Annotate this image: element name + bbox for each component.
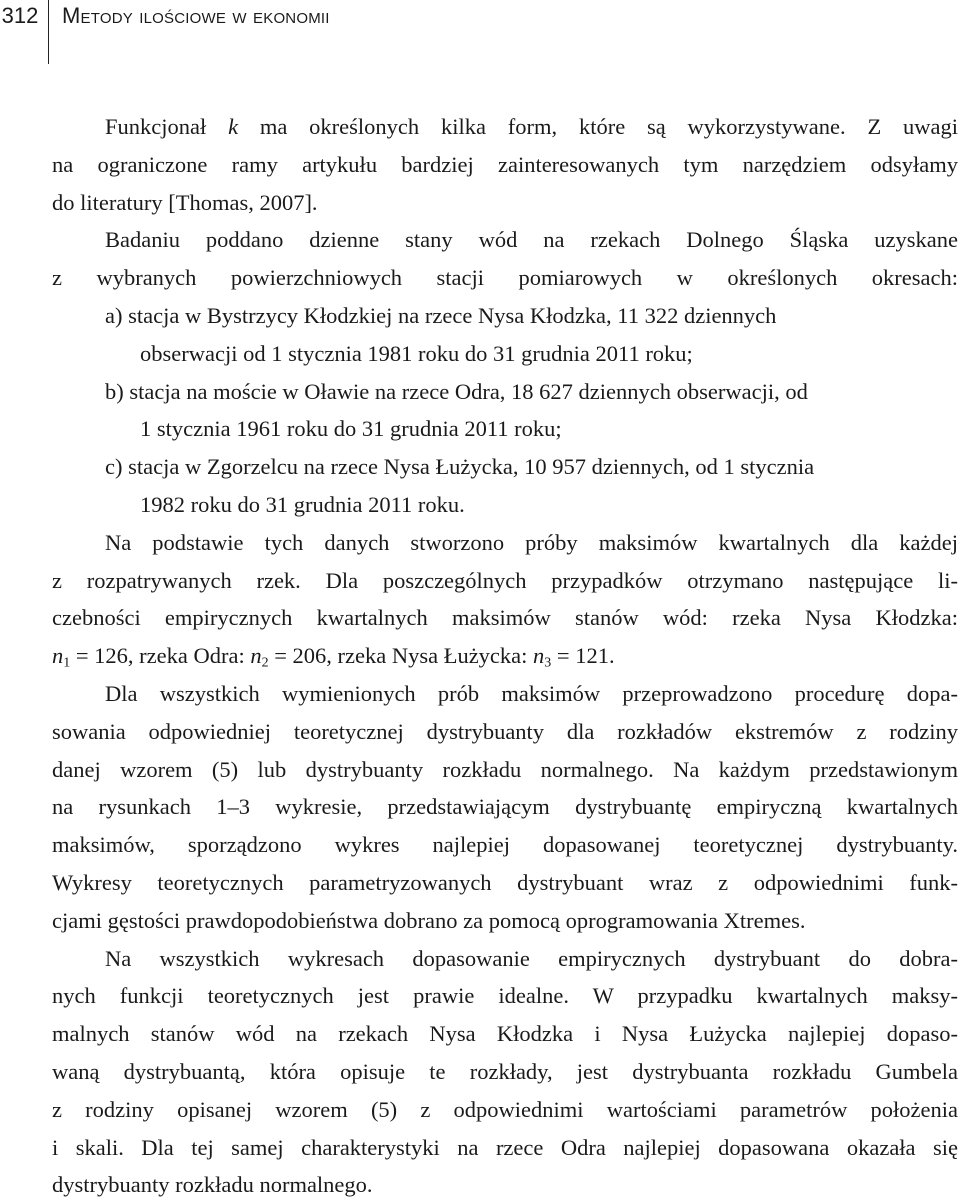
- text-line: Na podstawie tych danych stworzono próby maksimów kwartalnych dla każdej: [105, 529, 958, 555]
- text-line: Wykresy teoretycznych parametryzowanych dystrybuant wraz z odpowiednimi funk-: [52, 869, 958, 895]
- page-header: [0, 0, 960, 64]
- list-text: 1982 roku do 31 grudnia 2011 roku.: [140, 491, 465, 517]
- list-text: stacja w Zgorzelcu na rzece Nysa Łużycka, 10 957 dziennych, od 1 stycznia: [128, 454, 815, 480]
- paragraph-3: [52, 524, 958, 675]
- list-text: obserwacji od 1 stycznia 1981 roku do 31 grudnia 2011 roku;: [140, 340, 693, 366]
- text-line: czebności empirycznych kwartalnych maksimów stanów wód: rzeka Nysa Kłodzka:: [52, 605, 958, 631]
- list-text: 1 stycznia 1961 roku do 31 grudnia 2011 roku;: [140, 416, 562, 442]
- text-line: z rodziny opisanej wzorem (5) z odpowiednimi wartościami parametrów położenia: [52, 1096, 958, 1122]
- paragraph-2: [52, 221, 958, 297]
- list-marker: b): [105, 378, 124, 404]
- text-line: danej wzorem (5) lub dystrybuanty rozkładu normalnego. Na każdym przedstawionym: [52, 756, 958, 782]
- text-line: Dla wszystkich wymienionych prób maksimów przeprowadzono procedurę dopa-: [105, 680, 958, 706]
- text-line: i skali. Dla tej samej charakterystyki na rzece Odra najlepiej dopasowana okazała się: [52, 1134, 958, 1160]
- text-line: z rozpatrywanych rzek. Dla poszczególnych przypadków otrzymano następujące li-: [52, 567, 958, 593]
- text-line: z wybranych powierzchniowych stacji pomiarowych w określonych okresach:: [52, 265, 958, 291]
- list-item: [52, 373, 958, 449]
- text-line: cjami gęstości prawdopodobieństwa dobrano za pomocą oprogramowania Xtremes.: [52, 907, 806, 933]
- list-text: stacja w Bystrzycy Kłodzkiej na rzece Nysa Kłodzka, 11 322 dziennych: [128, 302, 777, 328]
- text-line: Funkcjonał k ma określonych kilka form, które są wykorzystywane. Z uwagi: [105, 114, 958, 139]
- text-line: na ograniczone ramy artykułu bardziej zainteresowanych tym narzędziem odsyłamy: [52, 151, 958, 177]
- text-line: nych funkcji teoretycznych jest prawie idealne. W przypadku kwartalnych maksy-: [52, 983, 958, 1009]
- list-marker: a): [105, 302, 123, 328]
- text-line: do literatury [Thomas, 2007].: [52, 189, 318, 215]
- station-list: [52, 297, 958, 524]
- paragraph-1: [52, 108, 958, 221]
- paragraph-4: [52, 675, 958, 940]
- text-line: dystrybuanty rozkładu normalnego.: [52, 1172, 373, 1198]
- list-marker: c): [105, 454, 123, 480]
- paragraph-5: [52, 940, 958, 1204]
- formula-line: $n_1 = 126$, rzeka Odra: $n_2 = 206$, rzeka Nysa Łużycka: $n_3 = 121$.: [52, 643, 615, 671]
- list-item: [52, 297, 958, 373]
- text-line: Badaniu poddano dzienne stany wód na rzekach Dolnego Śląska uzyskane: [105, 227, 958, 253]
- text-line: waną dystrybuantą, która opisuje te rozkłady, jest dystrybuanta rozkładu Gumbela: [52, 1058, 958, 1084]
- text-line: malnych stanów wód na rzekach Nysa Kłodzka i Nysa Łużycka najlepiej dopaso-: [52, 1021, 958, 1047]
- text-line: maksimów, sporządzono wykres najlepiej dopasowanej teoretycznej dystrybuanty.: [52, 832, 958, 858]
- text-line: na rysunkach 1–3 wykresie, przedstawiającym dystrybuantę empiryczną kwartalnych: [52, 794, 958, 820]
- list-item: [52, 448, 958, 524]
- body-text: [52, 108, 958, 1204]
- text-line: Na wszystkich wykresach dopasowanie empirycznych dystrybuant do dobra-: [105, 945, 958, 971]
- running-title: Metody ilościowe w ekonomii: [62, 3, 330, 28]
- list-text: stacja na moście w Oławie na rzece Odra, 18 627 dziennych obserwacji, od: [129, 378, 808, 404]
- page-number: 312: [1, 3, 39, 28]
- text-line: sowania odpowiedniej teoretycznej dystrybuanty dla rozkładów ekstremów z rodziny: [52, 718, 958, 744]
- header-divider: [48, 0, 49, 64]
